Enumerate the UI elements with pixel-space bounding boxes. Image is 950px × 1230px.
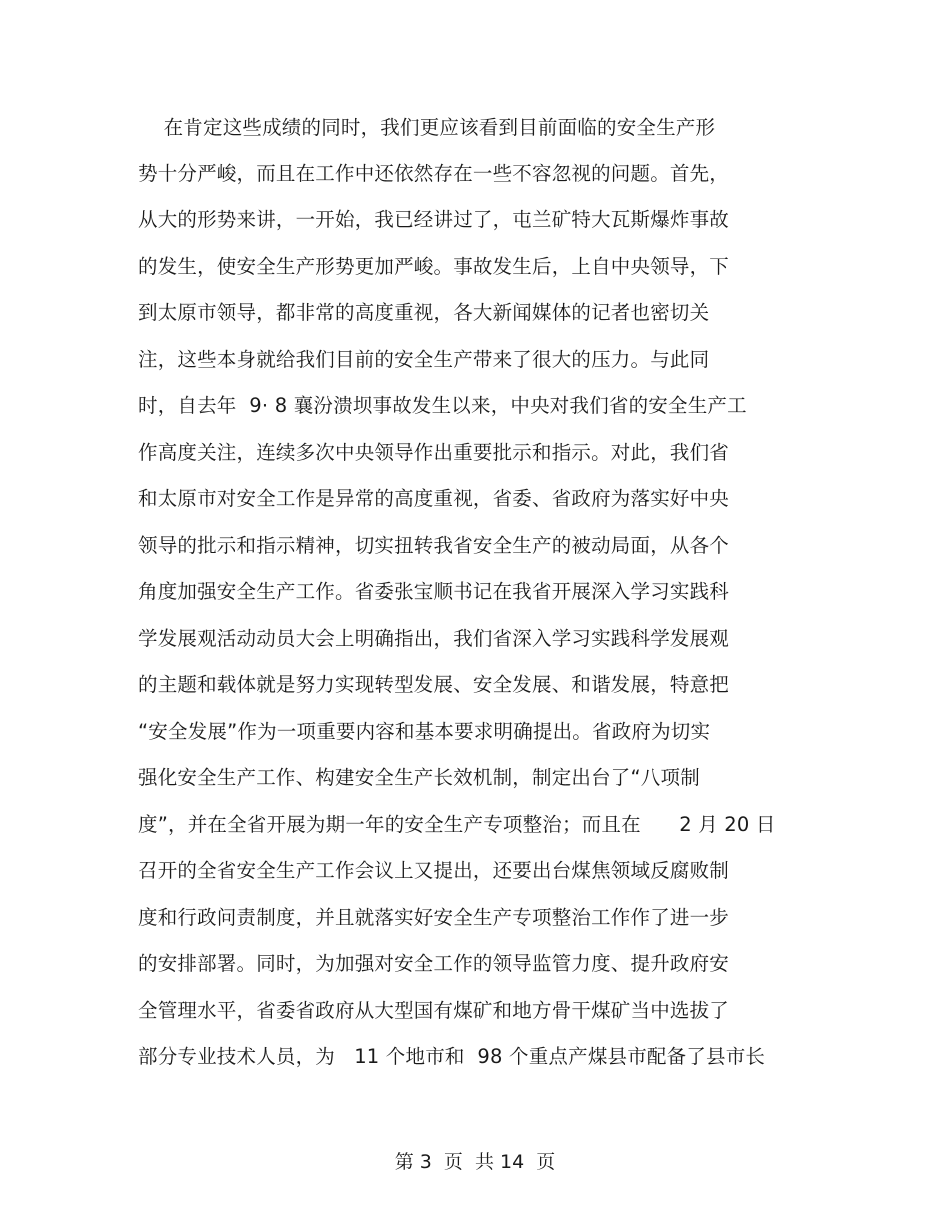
text-line: 角度加强安全生产工作。省委张宝顺书记在我省开展深入学习实践科 (138, 580, 730, 603)
text-line: 从大的形势来讲，一开始，我已经讲过了，屯兰矿特大瓦斯爆炸事故 (138, 208, 730, 231)
text-line: 领导的批示和指示精神，切实扭转我省安全生产的被动局面，从各个 (138, 534, 730, 557)
text-line: 召开的全省安全生产工作会议上又提出，还要出台煤焦领域反腐败制 (138, 859, 730, 882)
text-line: 全管理水平，省委省政府从大型国有煤矿和地方骨干煤矿当中选拔了 (138, 999, 730, 1022)
text-line: 注，这些本身就给我们目前的安全生产带来了很大的压力。与此同 (138, 348, 710, 371)
text-line: 时，自去年 9· 8 襄汾溃坝事故发生以来，中央对我们省的安全生产工 (138, 394, 747, 417)
text-line: 度”，并在全省开展为期一年的安全生产专项整治；而且在 2 月 20 日 (138, 813, 776, 836)
text-line: 势十分严峻，而且在工作中还依然存在一些不容忽视的问题。首先， (138, 162, 730, 185)
text-line: 和太原市对安全工作是异常的高度重视，省委、省政府为落实好中央 (138, 487, 730, 510)
text-line: 的发生，使安全生产形势更加严峻。事故发生后，上自中央领导，下 (138, 255, 730, 278)
text-line: 强化安全生产工作、构建安全生产长效机制，制定出台了“八项制 (138, 766, 700, 789)
text-line: 到太原市领导，都非常的高度重视，各大新闻媒体的记者也密切关 (138, 301, 710, 324)
text-line: 部分专业技术人员，为 11 个地市和 98 个重点产煤县市配备了县市长 (138, 1045, 766, 1068)
text-line: 度和行政问责制度，并且就落实好安全生产专项整治工作作了进一步 (138, 906, 730, 929)
text-line: 学发展观活动动员大会上明确指出，我们省深入学习实践科学发展观 (138, 627, 730, 650)
text-line: 的主题和载体就是努力实现转型发展、安全发展、和谐发展，特意把 (138, 673, 730, 696)
text-line: 的安排部署。同时，为加强对安全工作的领导监管力度、提升政府安 (138, 952, 730, 975)
page-number-footer: 第 3 页 共 14 页 (394, 1151, 556, 1173)
text-line: 在肯定这些成绩的同时，我们更应该看到目前面临的安全生产形 (138, 116, 716, 139)
text-line: 作高度关注，连续多次中央领导作出重要批示和指示。对此，我们省 (138, 441, 730, 464)
text-line: “安全发展”作为一项重要内容和基本要求明确提出。省政府为切实 (138, 720, 711, 743)
